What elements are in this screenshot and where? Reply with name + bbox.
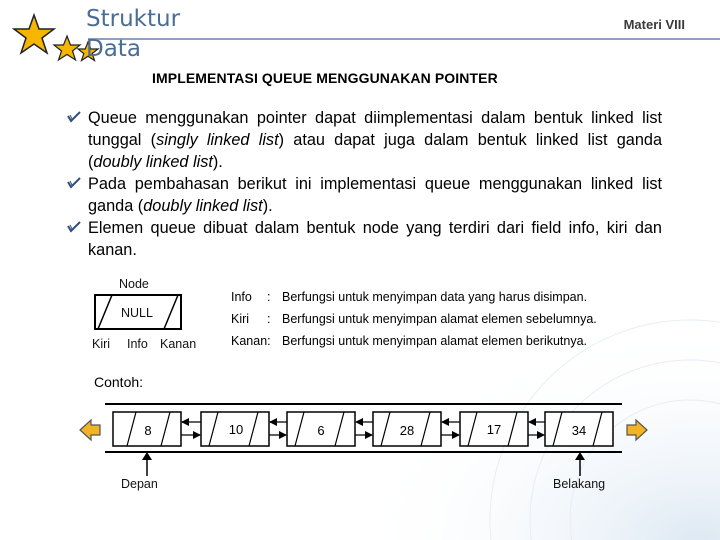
bullet-text: doubly linked list bbox=[143, 197, 263, 215]
list-node bbox=[460, 412, 528, 446]
node-value: 6 bbox=[317, 423, 325, 438]
desc-info bbox=[231, 286, 597, 308]
app-title bbox=[86, 4, 180, 64]
bullet-check-icon bbox=[66, 175, 82, 191]
page-title: IMPLEMENTASI QUEUE MENGGUNAKAN POINTER bbox=[152, 70, 498, 86]
field-descriptions bbox=[231, 286, 597, 352]
bullet-text: Elemen queue dibuat dalam bentuk node yang terdiri dari field info, kiri dan kanan. bbox=[88, 219, 662, 259]
desc-kiri bbox=[231, 308, 597, 330]
desc-name: Kiri bbox=[231, 312, 250, 326]
desc-kanan bbox=[231, 330, 597, 352]
bullet-item bbox=[66, 173, 662, 217]
desc-name: Info bbox=[231, 290, 252, 304]
rear-label: Belakang bbox=[553, 477, 606, 491]
desc-sep: : bbox=[267, 290, 271, 304]
rear-pointer-arrow bbox=[574, 452, 586, 476]
left-arrow-icon bbox=[80, 420, 100, 440]
node-field-kanan: Kanan bbox=[160, 337, 197, 351]
bullet-text: ). bbox=[262, 197, 273, 215]
app-title-line1: Struktur bbox=[86, 6, 181, 32]
node-value: 34 bbox=[571, 423, 587, 438]
front-pointer-arrow bbox=[141, 452, 153, 476]
desc-text: Berfungsi untuk menyimpan alamat elemen sebelumnya. bbox=[282, 312, 597, 326]
bullet-text: ). bbox=[212, 153, 223, 171]
list-node bbox=[287, 412, 355, 446]
desc-sep: : bbox=[267, 312, 271, 326]
bullet-check-icon bbox=[66, 219, 82, 235]
bullet-item bbox=[66, 217, 662, 261]
desc-text: Berfungsi untuk menyimpan alamat elemen berikutnya. bbox=[282, 334, 588, 348]
node-value: 10 bbox=[228, 422, 244, 437]
materi-label: Materi VIII bbox=[623, 17, 685, 32]
node-label: Node bbox=[119, 277, 149, 291]
bullet-text: Queue menggunakan pointer dapat diimplementasi dalam bentuk linked list tunggal ( bbox=[88, 109, 662, 149]
linked-list-diagram bbox=[0, 395, 720, 470]
app-title-line2: Data bbox=[86, 36, 141, 62]
bullet-item bbox=[66, 107, 662, 173]
bullet-text: ) atau dapat juga dalam bentuk linked list ganda ( bbox=[88, 131, 662, 171]
desc-text: Berfungsi untuk menyimpan data yang harus disimpan. bbox=[282, 290, 588, 304]
bullet-text: singly linked list bbox=[156, 131, 279, 149]
right-arrow-icon bbox=[627, 420, 647, 440]
bullet-list bbox=[66, 107, 662, 261]
list-node bbox=[373, 412, 441, 446]
bullet-check-icon bbox=[66, 109, 82, 125]
list-node bbox=[545, 412, 613, 446]
node-value: 17 bbox=[486, 422, 502, 437]
list-node bbox=[201, 412, 269, 446]
example-label: Contoh: bbox=[94, 374, 144, 390]
list-node bbox=[113, 412, 181, 446]
node-null-text: NULL bbox=[121, 306, 153, 320]
desc-name: Kanan: bbox=[231, 334, 271, 348]
bullet-text: doubly linked list bbox=[93, 153, 213, 171]
front-label: Depan bbox=[121, 477, 158, 491]
node-value: 8 bbox=[144, 423, 152, 438]
node-field-kiri: Kiri bbox=[92, 337, 111, 351]
node-value: 28 bbox=[399, 423, 415, 438]
node-field-info: Info bbox=[127, 337, 148, 351]
bullet-text: Pada pembahasan berikut ini implementasi queue menggunakan linked list ganda ( bbox=[88, 175, 662, 215]
